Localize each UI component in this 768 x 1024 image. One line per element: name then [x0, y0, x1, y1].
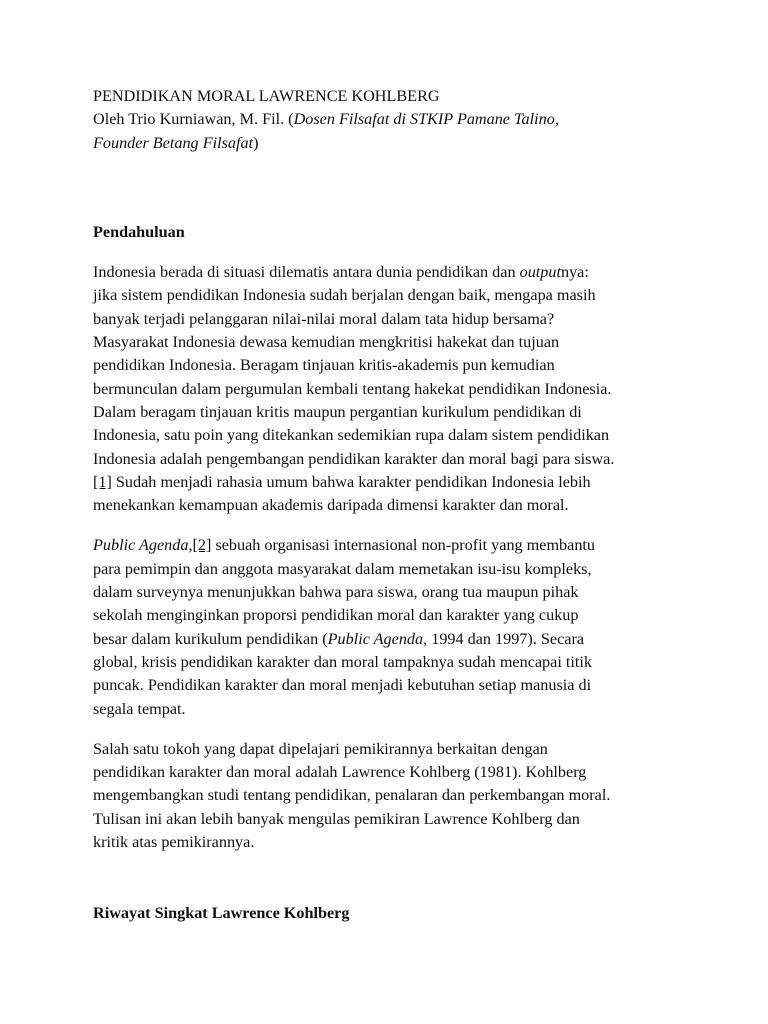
- document-title: [93, 85, 683, 108]
- author-role-2: Founder Betang Filsafat: [93, 133, 254, 152]
- paragraph-line: puncak. Pendidikan karakter dan moral menjadi kebutuhan setiap manusia di: [93, 676, 592, 695]
- paragraph-2: [93, 534, 683, 720]
- paragraph-line: sekolah menginginkan proporsi pendidikan moral dan karakter yang cukup: [93, 606, 579, 625]
- text-span: sebuah organisasi internasional non-profit yang membantu: [211, 536, 596, 555]
- paragraph-line: Indonesia, satu poin yang ditekankan sedemikian rupa dalam sistem pendidikan: [93, 426, 610, 445]
- paragraph-line: menekankan kemampuan akademis daripada dimensi karakter dan moral.: [93, 496, 569, 515]
- footnote-link-1[interactable]: [1]: [93, 472, 112, 491]
- footnote-link-2[interactable]: [2]: [192, 536, 212, 555]
- author-role: Dosen Filsafat di STKIP Pamane Talino,: [293, 110, 559, 129]
- paragraph-line: Dalam beragam tinjauan kritis maupun pergantian kurikulum pendidikan di: [93, 402, 582, 421]
- author-name: Oleh Trio Kurniawan, M. Fil. (: [93, 110, 294, 129]
- paragraph-line: pendidikan karakter dan moral adalah Lawrence Kohlberg (1981). Kohlberg: [93, 763, 587, 782]
- document-title-text: PENDIDIKAN MORAL LAWRENCE KOHLBERG: [93, 87, 440, 105]
- italic-term: Public Agenda: [327, 629, 424, 648]
- section-heading-pendahuluan: [93, 221, 683, 244]
- paragraph-line: segala tempat.: [93, 699, 186, 718]
- italic-term: Public Agenda: [93, 536, 189, 555]
- section-heading-riwayat: [93, 902, 683, 925]
- text-span: Indonesia berada di situasi dilematis antara dunia pendidikan dan: [93, 263, 520, 282]
- paragraph-line: mengembangkan studi tentang pendidikan, penalaran dan perkembangan moral.: [93, 786, 611, 805]
- paragraph-1: [93, 261, 683, 517]
- paragraph-line: dalam surveynya menunjukkan bahwa para siswa, orang tua maupun pihak: [93, 583, 579, 602]
- italic-term: output: [519, 263, 561, 282]
- paragraph-line: [93, 261, 683, 284]
- paragraph-line: Indonesia adalah pengembangan pendidikan karakter dan moral bagi para siswa.: [93, 449, 615, 468]
- document-page: [93, 85, 683, 926]
- author-suffix: ): [253, 133, 259, 152]
- text-span: ,: [188, 536, 193, 555]
- paragraph-line: [93, 628, 683, 651]
- section-heading-text: Pendahuluan: [93, 222, 185, 241]
- paragraph-line: [93, 534, 683, 557]
- paragraph-line: bermunculan dalam pergumulan kembali tentang hakekat pendidikan Indonesia.: [93, 379, 612, 398]
- author-line-2: [93, 132, 683, 155]
- paragraph-line: [93, 471, 683, 494]
- paragraph-line: pendidikan Indonesia. Beragam tinjauan kritis-akademis pun kemudian: [93, 356, 555, 375]
- paragraph-line: jika sistem pendidikan Indonesia sudah berjalan dengan baik, mengapa masih: [93, 286, 596, 305]
- paragraph-line: Masyarakat Indonesia dewasa kemudian mengkritisi hakekat dan tujuan: [93, 333, 560, 352]
- paragraph-line: banyak terjadi pelanggaran nilai-nilai moral dalam tata hidup bersama?: [93, 309, 555, 328]
- paragraph-line: Tulisan ini akan lebih banyak mengulas pemikiran Lawrence Kohlberg dan: [93, 809, 580, 828]
- text-span: , 1994 dan 1997). Secara: [423, 629, 585, 648]
- author-line: [93, 108, 683, 131]
- section-heading-text: Riwayat Singkat Lawrence Kohlberg: [93, 904, 350, 923]
- paragraph-line: kritik atas pemikirannya.: [93, 833, 255, 852]
- paragraph-line: para pemimpin dan anggota masyarakat dalam memetakan isu-isu kompleks,: [93, 559, 592, 578]
- paragraph-line: Salah satu tokoh yang dapat dipelajari pemikirannya berkaitan dengan: [93, 739, 548, 758]
- text-span: nya:: [560, 263, 589, 282]
- paragraph-line: global, krisis pendidikan karakter dan moral tampaknya sudah mencapai titik: [93, 652, 592, 671]
- text-span: besar dalam kurikulum pendidikan (: [93, 629, 328, 648]
- text-span: Sudah menjadi rahasia umum bahwa karakter pendidikan Indonesia lebih: [111, 472, 591, 491]
- paragraph-3: [93, 738, 683, 854]
